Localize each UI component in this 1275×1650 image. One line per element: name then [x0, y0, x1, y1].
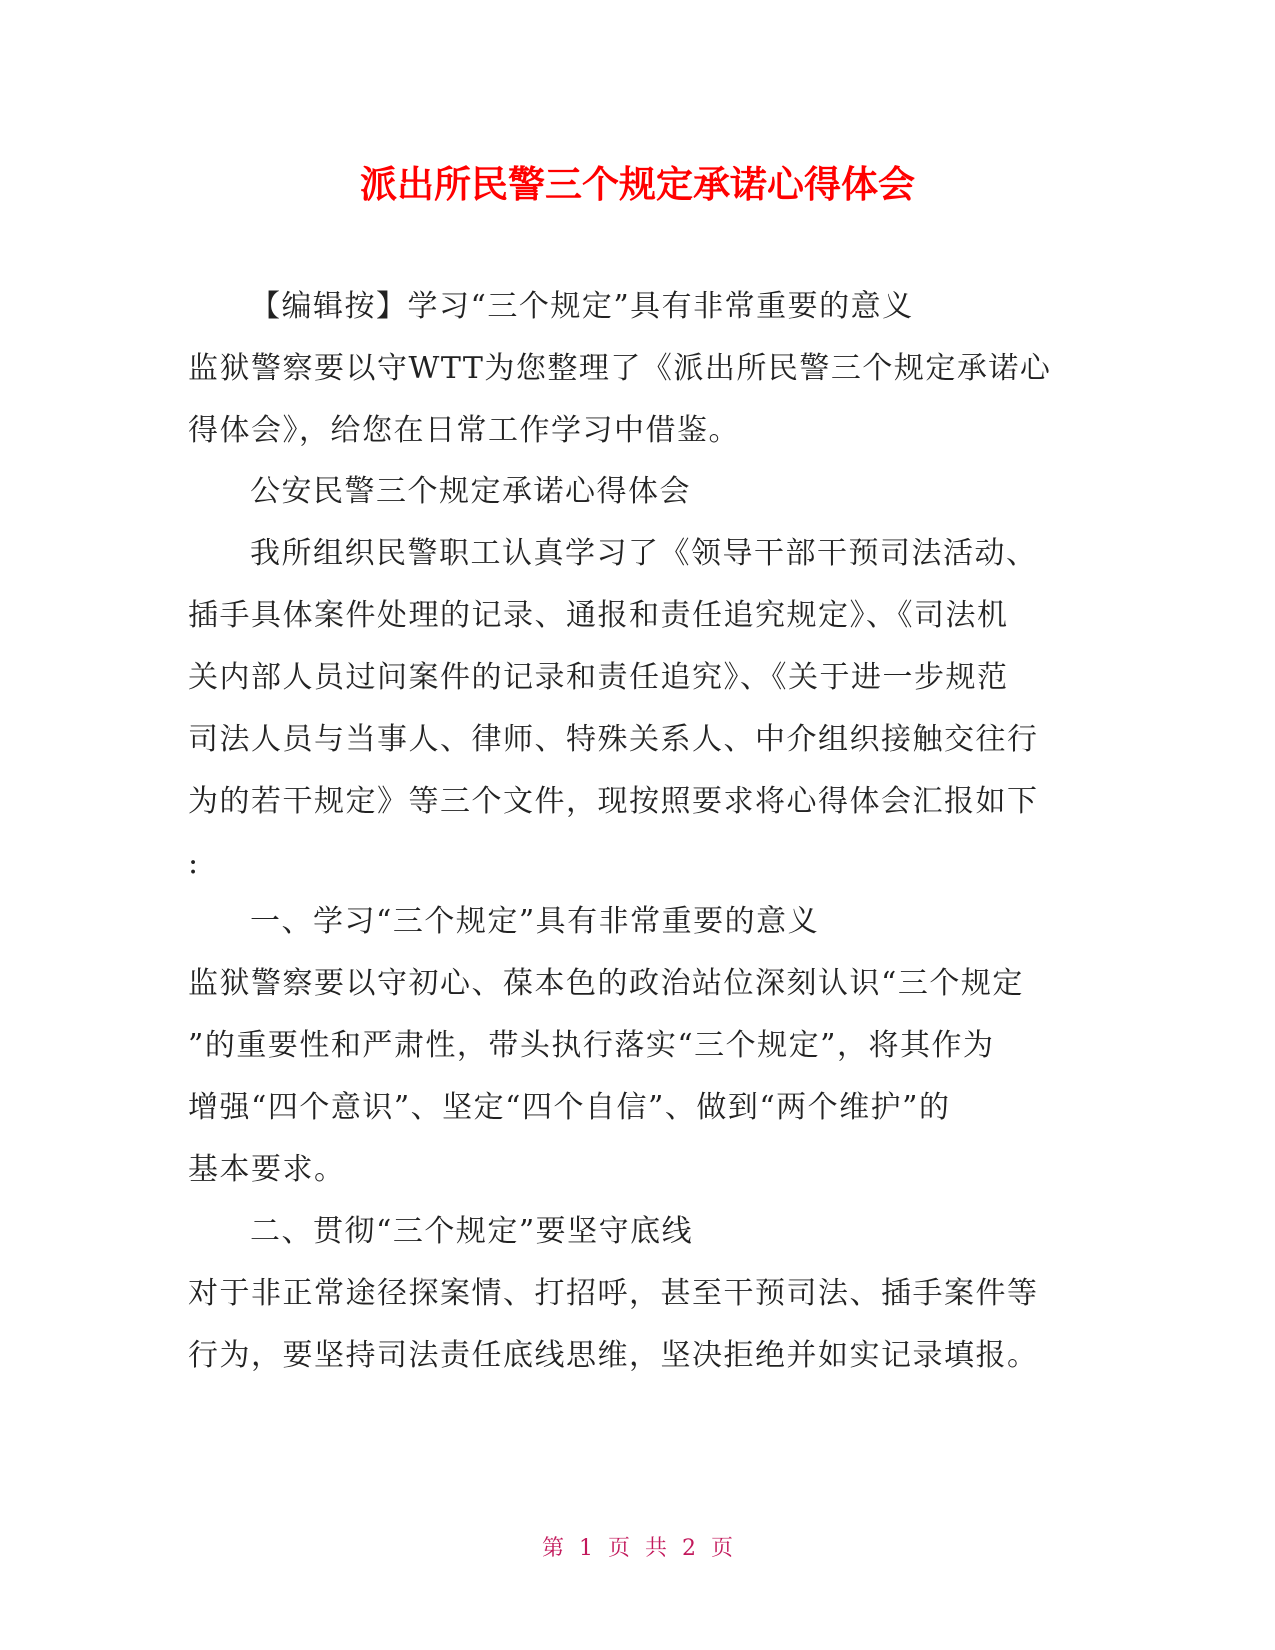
paragraph-line: 公安民警三个规定承诺心得体会: [250, 474, 691, 509]
paragraph-line: 增强“四个意识”、坚定“四个自信”、做到“两个维护”的: [188, 1090, 951, 1125]
paragraph-line: 为的若干规定》等三个文件，现按照要求将心得体会汇报如下: [188, 784, 1039, 819]
paragraph-line: 一、学习“三个规定”具有非常重要的意义: [250, 904, 820, 939]
paragraph-line: 基本要求。: [188, 1152, 346, 1187]
paragraph-line: 行为，要坚持司法责任底线思维，坚决拒绝并如实记录填报。: [188, 1338, 1039, 1373]
paragraph-line: 插手具体案件处理的记录、通报和责任追究规定》、《司法机: [188, 598, 1009, 633]
paragraph-line: :: [188, 846, 200, 881]
paragraph-line: 得体会》，给您在日常工作学习中借鉴。: [188, 413, 740, 448]
paragraph-line: ”的重要性和严肃性，带头执行落实“三个规定”，将其作为: [188, 1028, 995, 1063]
paragraph-line: 监狱警察要以守初心、葆本色的政治站位深刻认识“三个规定: [188, 966, 1024, 1001]
page-title: 派出所民警三个规定承诺心得体会: [360, 163, 915, 206]
paragraph-line: 司法人员与当事人、律师、特殊关系人、中介组织接触交往行: [188, 722, 1039, 757]
paragraph-line: 我所组织民警职工认真学习了《领导干部干预司法活动、: [250, 536, 1038, 571]
paragraph-line: 【编辑按】学习“三个规定”具有非常重要的意义: [250, 289, 914, 324]
paragraph-line: 二、贯彻“三个规定”要坚守底线: [250, 1214, 694, 1249]
paragraph-line: 关内部人员过问案件的记录和责任追究》、《关于进一步规范: [188, 660, 1009, 695]
paragraph-line: 对于非正常途径探案情、打招呼，甚至干预司法、插手案件等: [188, 1276, 1039, 1311]
page-number-footer: 第 1 页 共 2 页: [542, 1536, 733, 1561]
paragraph-line: 监狱警察要以守WTT为您整理了《派出所民警三个规定承诺心: [188, 351, 1052, 386]
